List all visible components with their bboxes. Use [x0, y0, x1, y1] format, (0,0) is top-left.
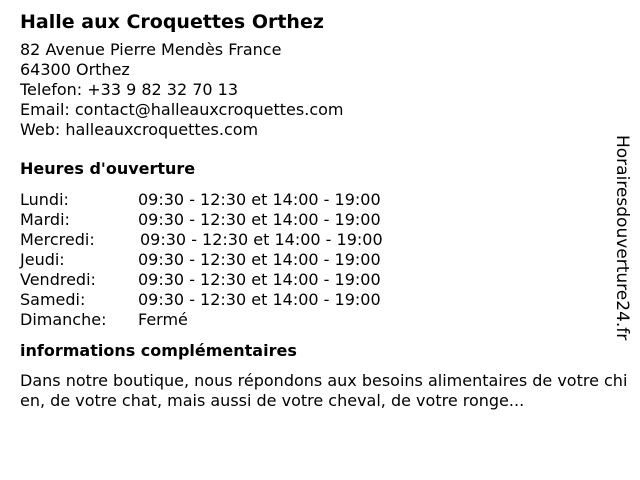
time-value: 09:30 - 12:30 et 14:00 - 19:00: [138, 190, 381, 209]
time-value: 09:30 - 12:30 et 14:00 - 19:00: [140, 230, 383, 249]
hours-heading: Heures d'ouverture: [20, 159, 196, 178]
business-name: Halle aux Croquettes Orthez: [20, 11, 324, 33]
opening-hours-table: [20, 190, 620, 330]
contact-block: [20, 40, 620, 140]
watermark-text: Horairesdouverture24.fr: [612, 135, 632, 341]
day-label: Mercredi:: [20, 230, 95, 249]
email-address[interactable]: Email: contact@halleauxcroquettes.com: [20, 100, 344, 119]
day-label: Samedi:: [20, 290, 86, 309]
time-value: 09:30 - 12:30 et 14:00 - 19:00: [138, 290, 381, 309]
info-description: Dans notre boutique, nous répondons aux besoins alimentaires de votre chien, de votre chat, mais aussi de votre cheval, de votre ronge...: [20, 371, 628, 410]
day-label: Dimanche:: [20, 310, 107, 329]
hours-row-dimanche: [20, 310, 620, 330]
hours-row-vendredi: [20, 270, 620, 290]
street-address: 82 Avenue Pierre Mendès France: [20, 40, 282, 59]
time-value: 09:30 - 12:30 et 14:00 - 19:00: [138, 210, 381, 229]
day-label: Vendredi:: [20, 270, 96, 289]
website-link[interactable]: Web: halleauxcroquettes.com: [20, 120, 259, 139]
city-address: 64300 Orthez: [20, 60, 130, 79]
hours-row-mardi: [20, 210, 620, 230]
day-label: Mardi:: [20, 210, 70, 229]
hours-row-lundi: [20, 190, 620, 210]
phone-number[interactable]: Telefon: +33 9 82 32 70 13: [20, 80, 239, 99]
time-value: Fermé: [138, 310, 188, 329]
hours-row-mercredi: [20, 230, 620, 250]
info-heading: informations complémentaires: [20, 341, 297, 360]
hours-row-samedi: [20, 290, 620, 310]
day-label: Jeudi:: [20, 250, 65, 269]
time-value: 09:30 - 12:30 et 14:00 - 19:00: [138, 270, 381, 289]
day-label: Lundi:: [20, 190, 69, 209]
hours-row-jeudi: [20, 250, 620, 270]
time-value: 09:30 - 12:30 et 14:00 - 19:00: [138, 250, 381, 269]
